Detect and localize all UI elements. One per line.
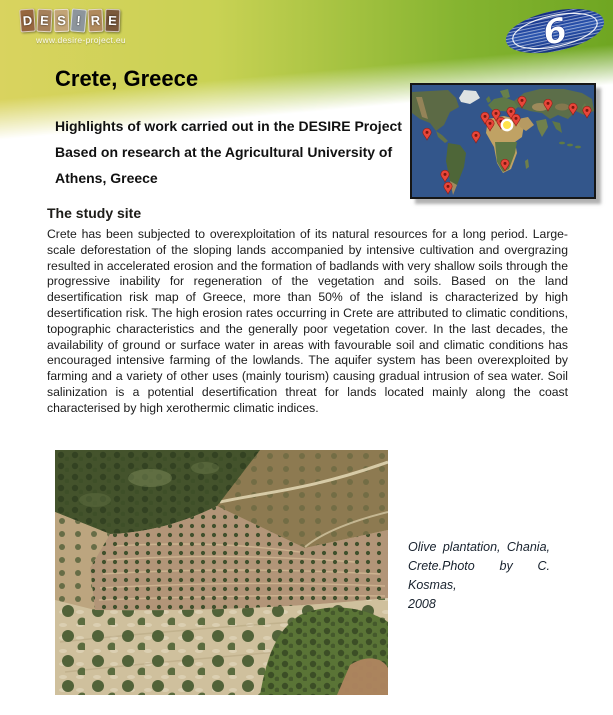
olive-plantation-photo [55,450,388,695]
page-subtitle [55,113,457,191]
crete-highlight-marker [502,120,512,130]
fp6-logo [500,4,610,63]
desire-logo-tile: E [36,9,52,33]
desire-logo-tile: D [19,9,36,33]
desire-logo-tile: R [87,9,103,33]
photo-caption-line: 2008 [408,597,436,611]
desire-website-url: www.desire-project.eu [36,35,126,45]
page-subtitle-line: Highlights of work carried out in the DESIRE Project [55,118,402,134]
desire-logo [20,9,126,45]
page-title: Crete, Greece [55,66,199,91]
desire-logo-tiles [20,9,126,32]
page-subtitle-line: Based on research at the Agricultural University of [55,144,393,160]
fp6-ellipse [502,4,608,58]
desire-logo-tile: S [54,9,70,33]
photo-caption-line: Olive plantation, Chania, [408,540,550,554]
page-subtitle-line: Athens, Greece [55,170,158,186]
section-heading-study-site: The study site [47,205,142,221]
fp6-numeral: 6 [539,9,571,55]
photo-caption-line: Crete.Photo by C. Kosmas, [408,559,550,592]
photo-caption [408,538,550,614]
desire-logo-tile: ! [70,8,87,32]
study-sites-world-map [410,83,596,199]
desire-logo-tile: E [105,9,121,33]
study-site-paragraph: Crete has been subjected to overexploitation of its natural resources for a long period. Large-scale deforestation of the sloping lands accompanied by intensive cultivation and overgrazing resulted in accelerated erosion and the formation of badlands with very shallow soils through the progressive inability for regeneration of the vegetation and soils. Based on the land desertification risk map of Greece, more than 50% of the island is characterized by high desertification risk. The high erosion rates occurring in Crete are attributed to climatic conditions, topographic characteristics and the generally poor vegetation cover. In the last decades, the availability of ground or surface water in areas with favourable soil and climatic conditions has encouraged intensive farming of the lowlands. The aquifer system has been overexploited by farming and a variety of other uses (mainly tourism) causing gradual intrusion of sea water. Soil salinization is a potential desertification threat for lands located mainly along the coast characterised by high xerothermic climatic indices. [47,227,568,415]
